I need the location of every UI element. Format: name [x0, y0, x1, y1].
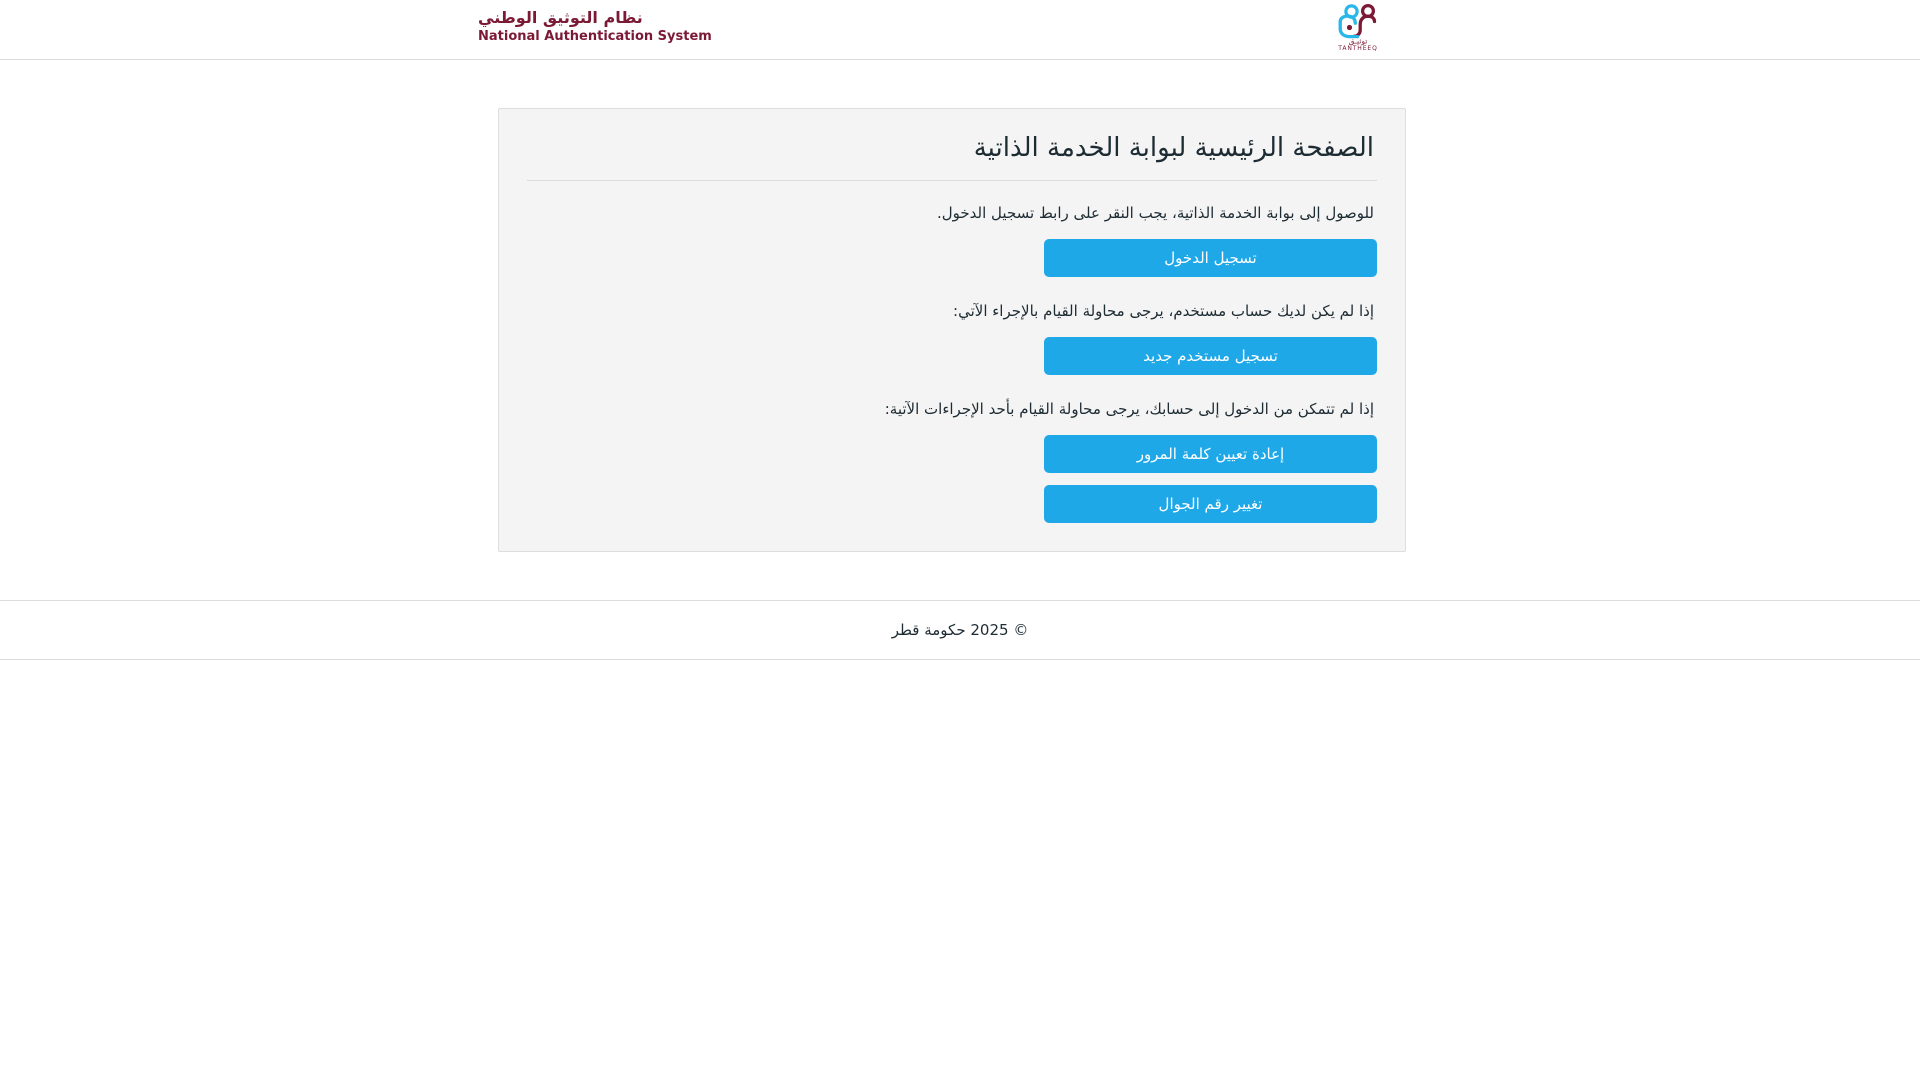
brand-block	[478, 8, 712, 46]
site-footer	[0, 600, 1920, 660]
change-mobile-number-button[interactable]: تغيير رقم الجوال	[1044, 485, 1377, 523]
intro-text: للوصول إلى بوابة الخدمة الذاتية، يجب النقر على رابط تسجيل الدخول.	[936, 204, 1374, 223]
cannot-login-text: إذا لم تتمكن من الدخول إلى حسابك، يرجى محاولة القيام بأحد الإجراءات الآتية:	[884, 400, 1374, 419]
login-button-row	[527, 239, 1377, 277]
svg-text:TANTHEEQ: TANTHEEQ	[1338, 45, 1378, 51]
page-blank-area	[0, 660, 1920, 1038]
change-mobile-button-row	[527, 485, 1377, 523]
self-service-card	[498, 108, 1406, 552]
tantheeq-logo	[1327, 3, 1389, 51]
svg-text:توثيـق: توثيـق	[1348, 36, 1368, 46]
login-button[interactable]: تسجيل الدخول	[1044, 239, 1377, 277]
title-divider	[527, 180, 1377, 181]
reset-password-button[interactable]: إعادة تعيين كلمة المرور	[1044, 435, 1377, 473]
site-header	[0, 0, 1920, 60]
copyright-text: © 2025 حكومة قطر	[891, 620, 1029, 639]
page-title: الصفحة الرئيسية لبوابة الخدمة الذاتية	[973, 133, 1374, 163]
tantheeq-logo-icon	[1327, 3, 1389, 51]
header-inner	[0, 0, 1920, 59]
brand-title-english: National Authentication System	[478, 29, 712, 44]
no-account-text: إذا لم يكن لديك حساب مستخدم، يرجى محاولة القيام بالإجراء الآتي:	[953, 302, 1374, 321]
main-content-area	[0, 60, 1920, 600]
register-button-row	[527, 337, 1377, 375]
brand-title-arabic: نظام التوثيق الوطني	[478, 8, 643, 27]
register-new-user-button[interactable]: تسجيل مستخدم جديد	[1044, 337, 1377, 375]
reset-password-button-row	[527, 435, 1377, 473]
